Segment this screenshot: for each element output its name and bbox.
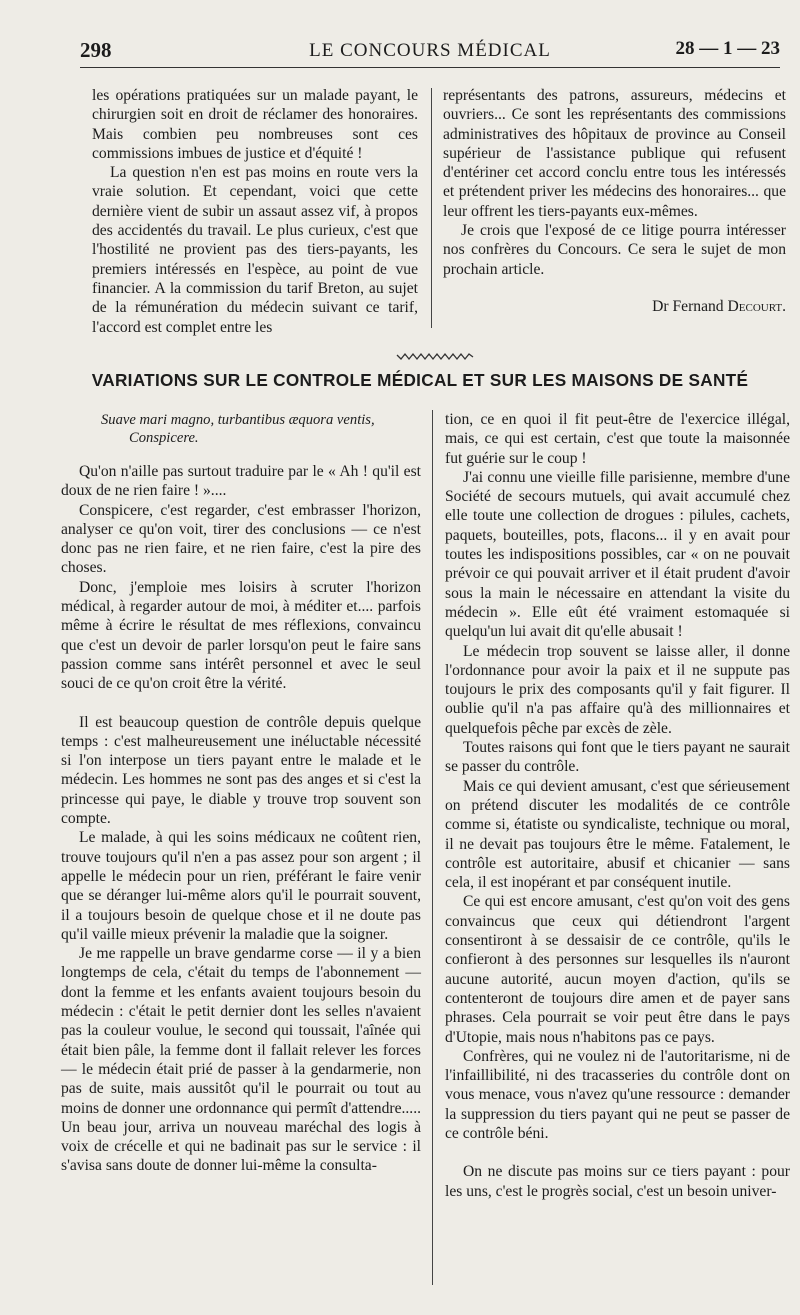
author-signature <box>443 297 786 316</box>
paragraph: J'ai connu une vieille fille parisienne, membre d'une Société de secours mutuels, qui avait accumulé chez elle toute une collection de drogues : pilules, cachets, paquets, bouteilles, pots, flacons... il y en avait pour toutes les indispositions possibles, car « on ne pouvait prévoir ce qui pouvait arriver et il était prudent d'avoir sous la main le nécessaire en attendant la visite du médecin ». Elle eût été vraiment estomaquée si quelqu'un lui avait dit qu'elle abusait ! <box>445 468 790 641</box>
paragraph: Toutes raisons qui font que le tiers payant ne saurait se passer du contrôle. <box>445 739 790 776</box>
epigraph-line: Conspicere. <box>129 430 199 446</box>
paragraph: Conspicere, c'est regarder, c'est embrasser l'horizon, analyser ce qu'on voit, tirer des conclusions — ce n'est donc pas ne rien faire, et ne rien faire, c'est la pire des choses. <box>61 501 421 577</box>
paragraph: Je crois que l'exposé de ce litige pourra intéresser nos confrères du Concours. Ce sera le sujet de mon prochain article. <box>443 222 786 278</box>
paragraph: Donc, j'emploie mes loisirs à scruter l'horizon médical, à regarder autour de moi, à méditer et.... parfois même à écrire le résultat de mes réflexions, convaincu que c'est un devoir de parler lorsqu'on peut le faire sans passion comme sans intérêt personnel et avec le seul souci de ce qu'on croit être la vérité. <box>61 578 421 693</box>
prev-article-left-column <box>92 86 418 337</box>
epigraph-line: Suave mari magno, turbantibus æquora ventis, <box>101 412 375 428</box>
paragraph: Mais ce qui devient amusant, c'est que sérieusement on prétend discuter les modalités de ce contrôle comme si, étatiste ou syndicaliste, technique ou moral, il ne devait pas toujours être le même. Fatalement, le contrôle est autoritaire, abusif et chicanier — sans cela, il est inopérant et par conséquent inutile. <box>445 777 790 892</box>
column-divider <box>431 88 432 328</box>
issue-date: 28 — 1 — 23 <box>675 38 780 59</box>
column-divider <box>432 410 433 1285</box>
paragraph: tion, ce en quoi il fit peut-être de l'exercice illégal, mais, ce qui est certain, c'est que toute la maisonnée fut guérie sur le coup ! <box>445 411 790 467</box>
paragraph: les opérations pratiquées sur un malade payant, le chirurgien soit en droit de réclamer des honoraires. Mais combien peu nombreuses sont ces commissions imbues de justice et d'équité ! <box>92 87 418 162</box>
header-rule <box>80 67 780 68</box>
paragraph: On ne discute pas moins sur ce tiers payant : pour les uns, c'est le progrès social, c'est un besoin univer- <box>445 1163 790 1200</box>
paragraph: Confrères, qui ne voulez ni de l'autoritarisme, ni de l'infaillibilité, ni des tracasseries du contrôle dont on vous menace, vous n'avez qu'une ressource : demander la suppression du tiers payant qui ne peut se passer de ce contrôle béni. <box>445 1047 790 1142</box>
paragraph: Ce qui est encore amusant, c'est qu'on voit des gens convaincus que ceux qui détiendront l'argent consentiront à se dessaisir de ce contrôle, qu'ils le confieront à des personnes sur lesquelles ils n'auront aucune autorité, aucun moyen d'action, qu'ils se contenteront de toujours dire amen et de payer sans phrases. Cela pourrait se voir peut être dans le pays d'Utopie, mais nous n'habitons pas ce pays. <box>445 893 790 1046</box>
latin-epigraph <box>61 411 421 447</box>
paragraph: Je me rappelle un brave gendarme corse — il y a bien longtemps de cela, c'était du temps de l'abonnement — dont la femme et les enfants avaient toujours besoin du médecin : c'était le petit dernier dont les selles n'avaient pas la couleur voulue, le second qui toussait, l'aînée qui était bien pâle, la femme dont il fallait relever les forces — le médecin était prié de passer à la gendarmerie, non pas de suite, mais aussitôt qu'il le pourrait ou tout au moins de donner une ordonnance qui permît d'attendre..... Un beau jour, arriva un nouveau maréchal des logis à voix de crécelle et qui ne badinait pas sur le service : il s'avisa sans doute de donner lui-même la consulta- <box>61 945 421 1175</box>
signature-name: Decourt. <box>727 297 786 315</box>
page-number: 298 <box>80 38 112 62</box>
wave-ornament <box>395 351 475 361</box>
journal-title: LE CONCOURS MÉDICAL <box>309 40 551 61</box>
paragraph: représentants des patrons, assureurs, médecins et ouvriers... Ce sont les représentants des commissions administratives des hôpitaux de province au Conseil supérieur de l'assistance publique qui refusent d'entériner cet accord conclu entre tous les intéressés et prétendent priver les médecins des honoraires... que leur offrent les tiers-payants eux-mêmes. <box>443 87 786 220</box>
article-left-column <box>61 411 421 1176</box>
signature-prefix: Dr Fernand <box>652 297 724 315</box>
paragraph: La question n'en est pas moins en route vers la vraie solution. Et cependant, voici que cette dernière vient de subir un assaut assez vif, à propos des accidentés du travail. Le plus curieux, c'est que l'hostilité ne provient pas des tiers-payants, les premiers intéressés en l'espèce, au point de vue financier. A la commission du tarif Breton, au sujet de la rémunération du médecin suivant ce tarif, l'accord est complet entre les <box>92 164 418 336</box>
article-right-column <box>445 410 790 1201</box>
prev-article-right-column <box>443 86 786 316</box>
paragraph: Le malade, à qui les soins médicaux ne coûtent rien, trouve toujours qu'il n'en a pas assez pour son argent ; il appelle le médecin pour un rien, préférant le faire venir que se déranger lui-même alors qu'il le pourrait souvent, il a toujours besoin de quelque chose et il ne doute pas qu'il vaille mieux prévenir la maladie que la soigner. <box>61 829 421 943</box>
paragraph: Le médecin trop souvent se laisse aller, il donne l'ordonnance pour avoir la paix et il ne suppute pas toujours le prix des composants qu'il y fait figurer. Il oublie qu'il n'a pas affaire qu'à des millionnaires et quelquefois pêche par excès de zèle. <box>445 642 790 737</box>
article-title: VARIATIONS SUR LE CONTROLE MÉDICAL ET SUR LES MAISONS DE SANTÉ <box>91 370 749 390</box>
paragraph: Il est beaucoup question de contrôle depuis quelque temps : c'est malheureusement une inéluctable nécessité si l'on interpose un tiers payant entre le malade et le médecin. Les hommes ne sont pas des anges et si c'est la princesse qui paye, le diable y trouve trop souvent son compte. <box>61 713 421 828</box>
paragraph: Qu'on n'aille pas surtout traduire par le « Ah ! qu'il est doux de ne rien faire ! ».... <box>61 463 421 500</box>
running-header <box>80 38 780 68</box>
